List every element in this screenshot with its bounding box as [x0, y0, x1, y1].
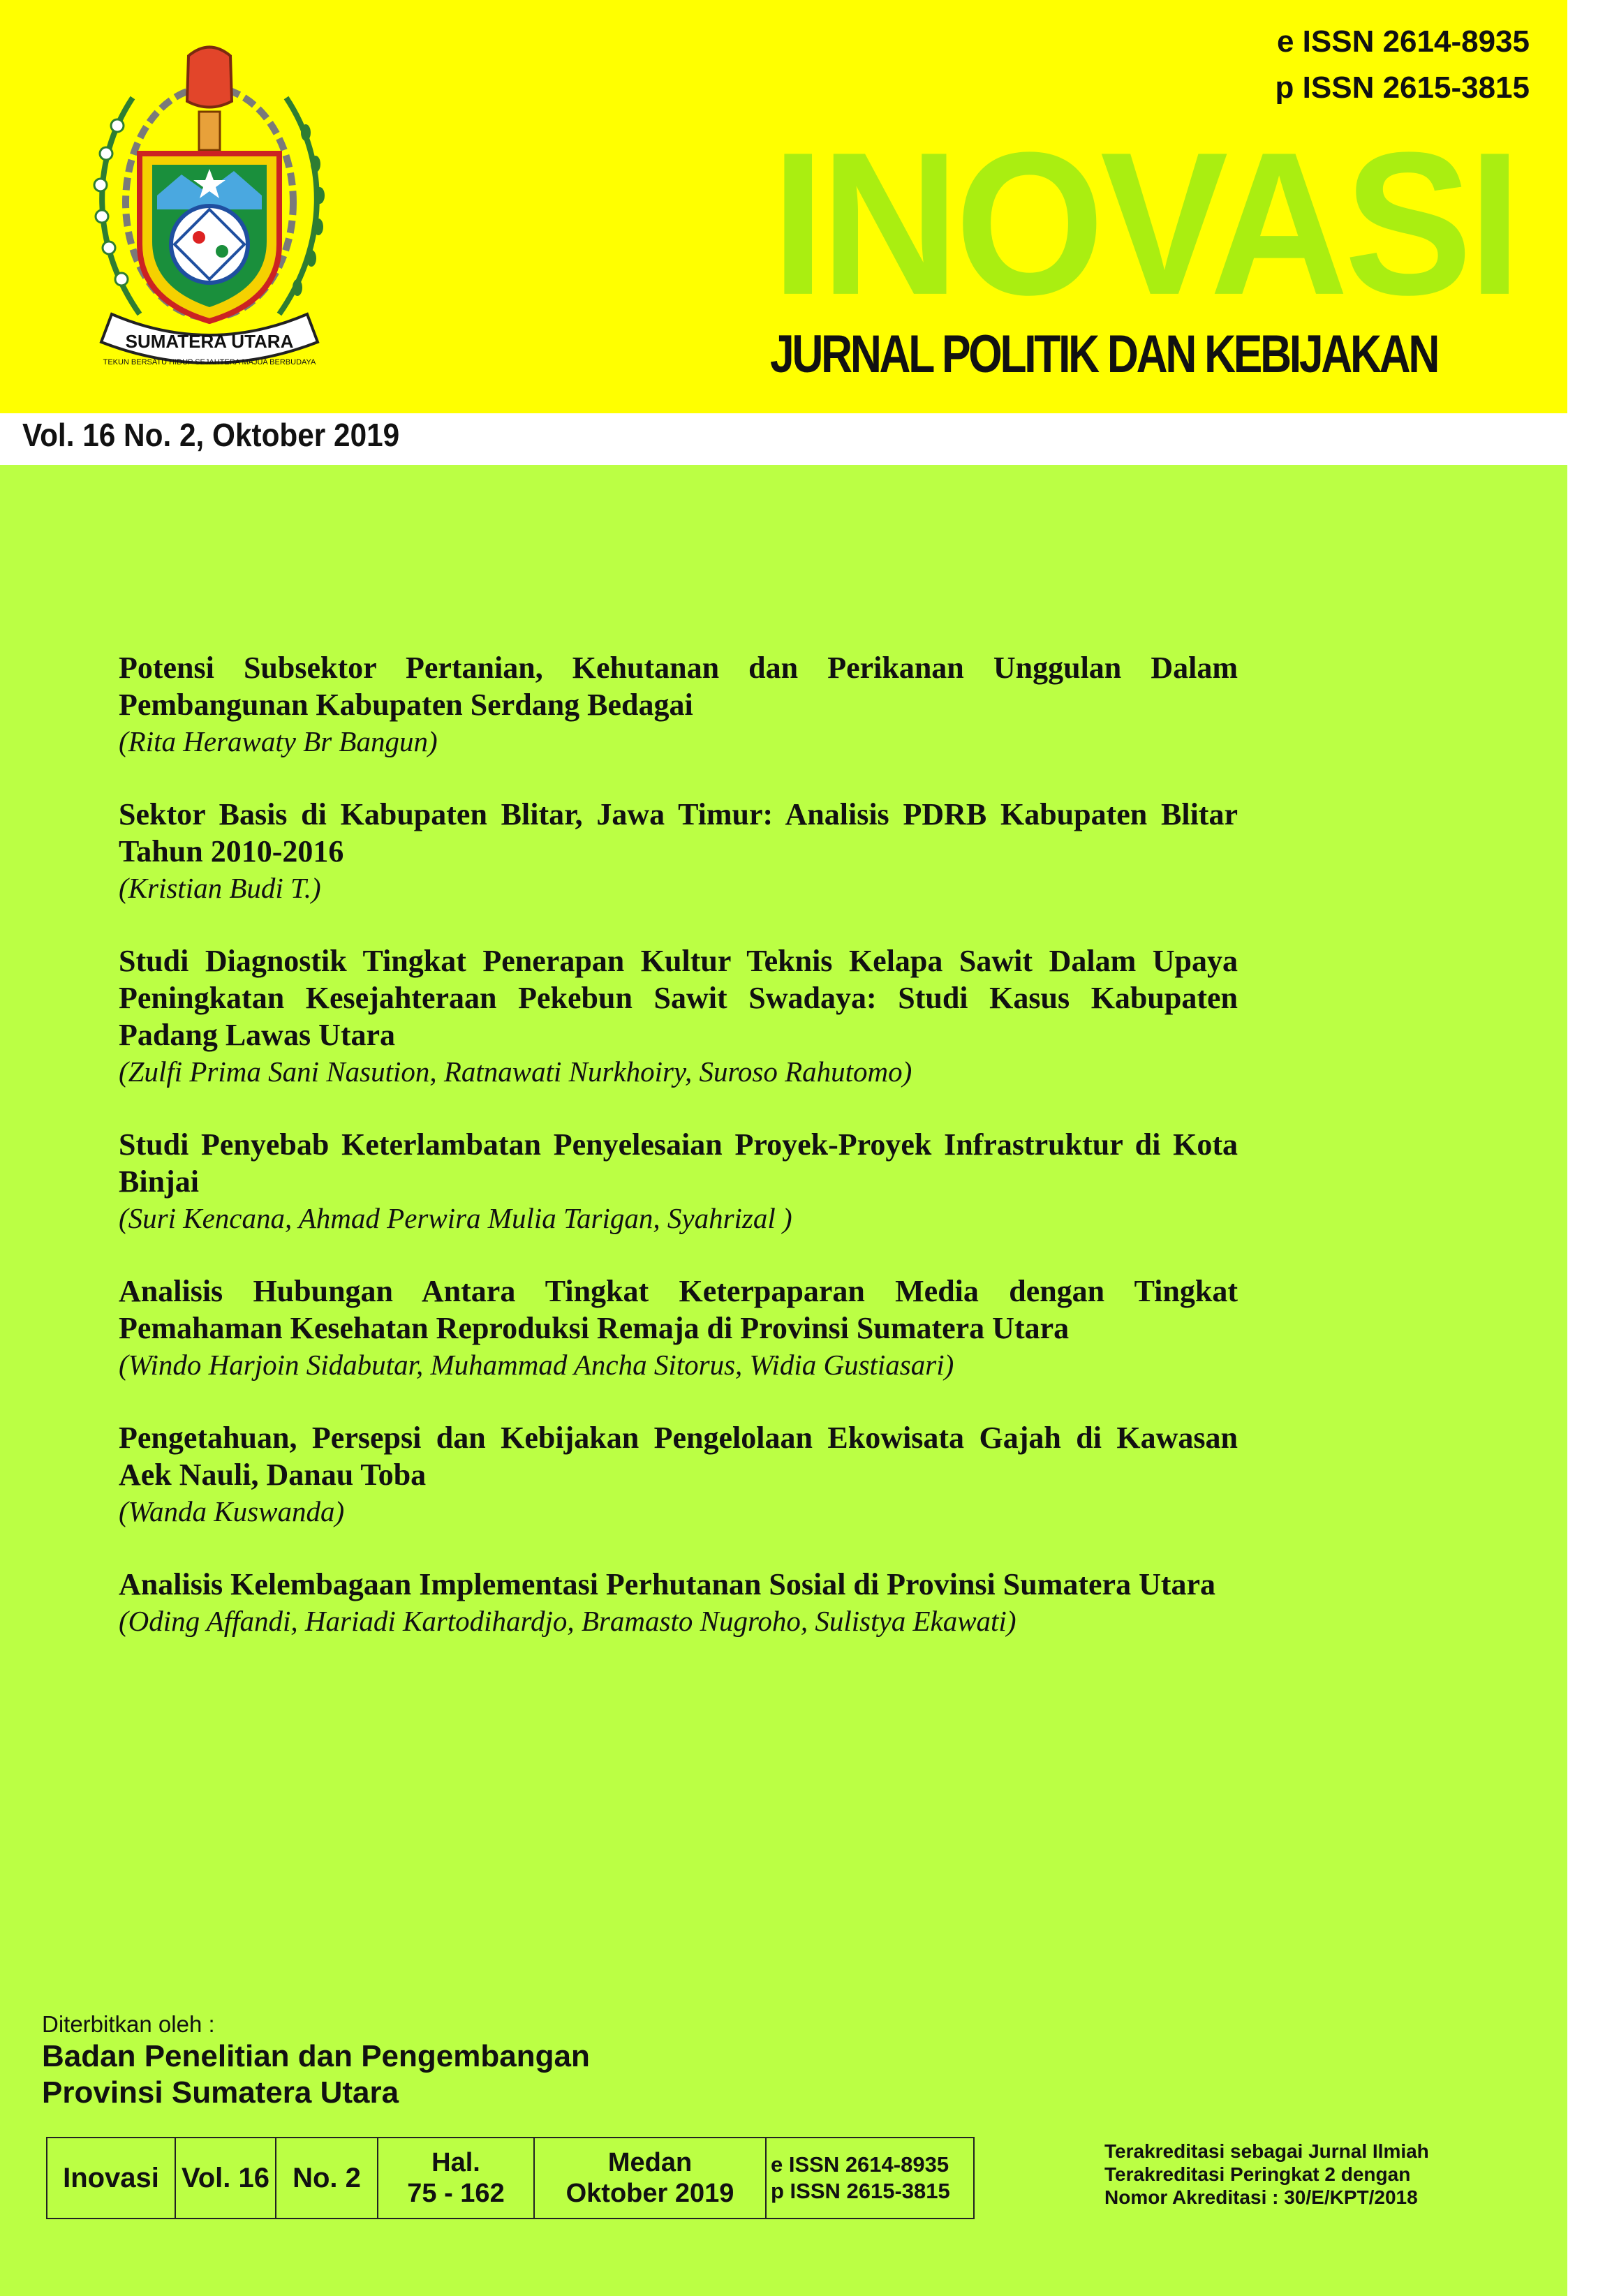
table-of-contents — [119, 649, 1238, 1675]
journal-subtitle: JURNAL POLITIK DAN KEBIJAKAN — [770, 325, 1438, 384]
cotton-branch-icon — [94, 98, 140, 314]
article-authors: (Wanda Kuswanda) — [119, 1495, 345, 1527]
article-title: Sektor Basis di Kabupaten Blitar, Jawa Timur: Analisis PDRB Kabupaten Blitar Tahun 2010-2016 — [119, 797, 1238, 868]
article-title: Analisis Kelembagaan Implementasi Perhutanan Sosial di Provinsi Sumatera Utara — [119, 1567, 1216, 1601]
info-place-date-cell — [534, 2138, 766, 2219]
journal-info-table — [46, 2137, 975, 2219]
article-title: Analisis Hubungan Antara Tingkat Keterpaparan Media dengan Tingkat Pemahaman Kesehatan Reproduksi Remaja di Provinsi Sumatera Utara — [119, 1274, 1238, 1345]
publisher-label: Diterbitkan oleh : — [42, 2011, 215, 2037]
rice-branch-icon — [279, 98, 325, 314]
accreditation-block — [1104, 2140, 1429, 2209]
article-item — [119, 649, 1238, 760]
publisher-name-line2: Provinsi Sumatera Utara — [42, 2075, 399, 2110]
journal-title: INOVASI — [771, 110, 1518, 338]
article-authors: (Rita Herawaty Br Bangun) — [119, 725, 438, 757]
article-item — [119, 1419, 1238, 1530]
info-number: No. 2 — [276, 2138, 378, 2219]
article-authors: (Kristian Budi T.) — [119, 872, 321, 904]
article-item — [119, 1566, 1238, 1639]
emblem-motto-text: TEKUN BERSATU HIDUP SEJAHTERA MAJUA BERBUDAYA — [103, 358, 316, 366]
article-title: Potensi Subsektor Pertanian, Kehutanan dan Perikanan Unggulan Dalam Pembangunan Kabupaten Serdang Bedagai — [119, 651, 1238, 722]
accreditation-line1: Terakreditasi sebagai Jurnal Ilmiah — [1104, 2140, 1429, 2162]
info-pages: 75 - 162 — [407, 2179, 505, 2208]
header-p-issn: p ISSN 2615-3815 — [1275, 71, 1530, 105]
article-authors: (Windo Harjoin Sidabutar, Muhammad Ancha Sitorus, Widia Gustiasari) — [119, 1349, 954, 1381]
article-authors: (Suri Kencana, Ahmad Perwira Mulia Tarigan, Syahrizal ) — [119, 1202, 792, 1234]
info-issn-cell — [766, 2138, 974, 2219]
publisher-name-line1: Badan Penelitian dan Pengembangan — [42, 2039, 590, 2073]
article-authors: (Zulfi Prima Sani Nasution, Ratnawati Nurkhoiry, Suroso Rahutomo) — [119, 1056, 912, 1088]
info-volume: Vol. 16 — [175, 2138, 276, 2219]
article-item — [119, 796, 1238, 906]
info-journal: Inovasi — [47, 2138, 175, 2219]
sumatera-utara-emblem-icon — [84, 35, 335, 377]
info-place: Medan — [607, 2148, 693, 2177]
accreditation-line2: Terakreditasi Peringkat 2 dengan — [1104, 2163, 1411, 2185]
info-date: Oktober 2019 — [565, 2179, 734, 2208]
info-pages-cell — [378, 2138, 534, 2219]
table-row — [47, 2138, 974, 2219]
publisher-block — [42, 2010, 590, 2111]
accreditation-line3: Nomor Akreditasi : 30/E/KPT/2018 — [1104, 2186, 1418, 2208]
info-pages-label: Hal. — [431, 2148, 480, 2177]
fist-torch-icon — [187, 47, 232, 151]
article-item — [119, 1126, 1238, 1236]
info-p-issn: p ISSN 2615-3815 — [771, 2179, 950, 2203]
header-e-issn: e ISSN 2614-8935 — [1276, 24, 1530, 59]
article-title: Studi Diagnostik Tingkat Penerapan Kultur Teknis Kelapa Sawit Dalam Upaya Peningkatan Kesejahteraan Pekebun Sawit Swadaya: Studi Kasus Kabupaten Padang Lawas Utara — [119, 944, 1238, 1052]
article-authors: (Oding Affandi, Hariadi Kartodihardjo, Bramasto Nugroho, Sulistya Ekawati) — [119, 1605, 1016, 1637]
info-e-issn: e ISSN 2614-8935 — [771, 2152, 949, 2177]
article-title: Pengetahuan, Persepsi dan Kebijakan Pengelolaan Ekowisata Gajah di Kawasan Aek Nauli, Danau Toba — [119, 1421, 1238, 1492]
article-item — [119, 942, 1238, 1090]
emblem-banner-text: SUMATERA UTARA — [125, 331, 294, 352]
article-title: Studi Penyebab Keterlambatan Penyelesaian Proyek-Proyek Infrastruktur di Kota Binjai — [119, 1127, 1238, 1199]
right-margin-strip — [1567, 0, 1612, 2296]
article-item — [119, 1273, 1238, 1383]
volume-issue-line: Vol. 16 No. 2, Oktober 2019 — [22, 417, 400, 453]
